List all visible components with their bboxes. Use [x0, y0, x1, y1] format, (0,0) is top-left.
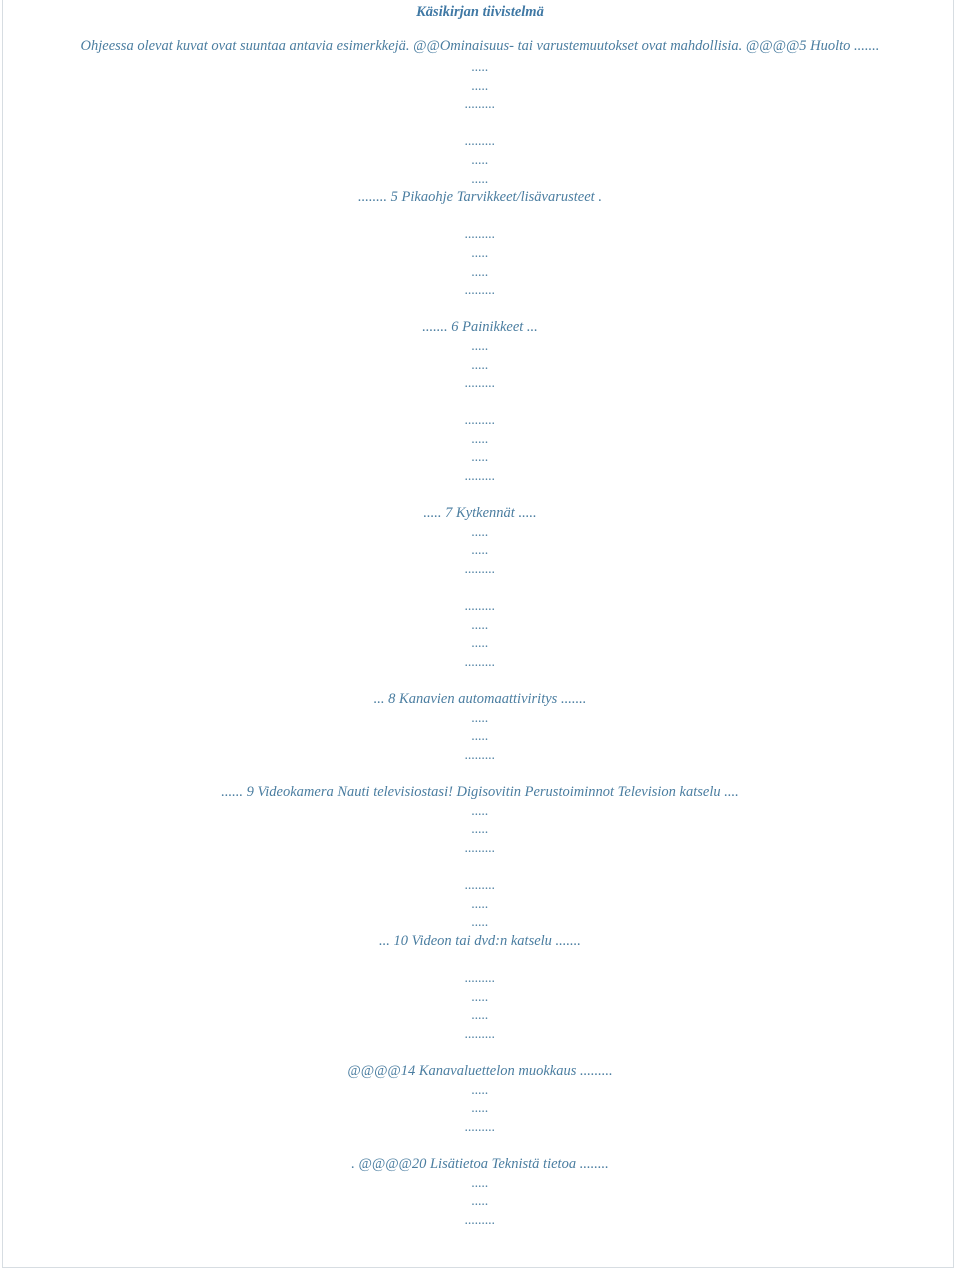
page-title: Käsikirjan tiivistelmä	[416, 4, 544, 20]
toc-leader-line	[0, 765, 960, 784]
toc-leader-line: .........	[464, 1025, 496, 1041]
toc-leader-line: .........	[464, 598, 496, 614]
toc-leader-line: .....	[471, 709, 489, 725]
toc-leader-line: .....	[471, 1007, 489, 1023]
toc-leader-line: .....	[471, 914, 489, 930]
toc-leader-line	[0, 1043, 960, 1062]
toc-leader-line: .........	[464, 746, 496, 762]
toc-leader-line: .....	[471, 356, 489, 372]
toc-leader-line: .....	[471, 821, 489, 837]
toc-leader-line: .....	[471, 263, 489, 279]
toc-leader-line: .........	[464, 839, 496, 855]
toc-entry: ... 8 Kanavien automaattiviritys .......	[373, 691, 587, 708]
toc-leader-line	[0, 858, 960, 877]
toc-leader-line: .........	[464, 133, 496, 149]
toc-leader-line: .....	[471, 988, 489, 1004]
toc-leader-line: .....	[471, 635, 489, 651]
toc-leader-line	[0, 486, 960, 505]
toc-leader-line	[0, 951, 960, 970]
toc-entry: ..... 7 Kytkennät .....	[423, 505, 537, 522]
toc-entry: ... 10 Videon tai dvd:n katselu .......	[379, 932, 581, 949]
toc-leader-line: .........	[464, 226, 496, 242]
toc-leader-line: .........	[464, 561, 496, 577]
toc-leader-line	[0, 393, 960, 412]
toc-leader-line: .....	[471, 151, 489, 167]
toc-leader-line: .........	[464, 877, 496, 893]
toc-leader-line: .....	[471, 337, 489, 353]
toc-leader-line: .........	[464, 96, 496, 112]
toc-leader-line: .........	[464, 1211, 496, 1227]
toc-leader-line	[0, 114, 960, 133]
toc-leader-line: .....	[471, 170, 489, 186]
toc-leader-line: .....	[471, 59, 489, 74]
toc-leader-line: .....	[471, 1100, 489, 1116]
toc-leader-line: .........	[464, 412, 496, 428]
toc-leader-line: .....	[471, 523, 489, 539]
toc-entry: ...... 9 Videokamera Nauti televisiostasi! Digisovitin Perustoiminnot Television katselu ....	[221, 784, 739, 801]
toc-leader-line	[0, 1136, 960, 1155]
toc-leader-line	[0, 579, 960, 598]
toc-leader-line: .........	[464, 375, 496, 391]
toc-entry: ........ 5 Pikaohje Tarvikkeet/lisävarusteet .	[358, 189, 602, 206]
table-of-contents	[0, 58, 960, 1229]
toc-leader-line: .....	[471, 1174, 489, 1190]
toc-leader-line: .....	[471, 728, 489, 744]
toc-leader-line: .........	[464, 282, 496, 298]
toc-leader-line: .....	[471, 1081, 489, 1097]
toc-leader-line: .....	[471, 616, 489, 632]
toc-leader-line	[0, 207, 960, 226]
toc-leader-line: .........	[464, 970, 496, 986]
toc-leader-line: .....	[471, 802, 489, 818]
toc-leader-line	[0, 300, 960, 319]
toc-leader-line: .....	[471, 449, 489, 465]
toc-leader-line: .....	[471, 244, 489, 260]
toc-leader-line	[0, 672, 960, 691]
toc-entry: . @@@@20 Lisätietoa Teknistä tietoa ........	[351, 1156, 609, 1173]
toc-leader-line: .....	[471, 895, 489, 911]
toc-leader-line: .....	[471, 1193, 489, 1209]
intro-paragraph: Ohjeessa olevat kuvat ovat suuntaa antavia esimerkkejä. @@Ominaisuus- tai varustemuutokset ovat mahdollisia. @@@@5 Huolto .......	[80, 38, 880, 54]
toc-leader-line: .....	[471, 430, 489, 446]
toc-leader-line: .....	[471, 542, 489, 558]
toc-leader-line: .........	[464, 1118, 496, 1134]
toc-leader-line: .........	[464, 468, 496, 484]
toc-leader-line: .....	[471, 77, 489, 93]
toc-entry: ....... 6 Painikkeet ...	[422, 319, 538, 336]
toc-leader-line: .........	[464, 654, 496, 669]
toc-entry: @@@@14 Kanavaluettelon muokkaus .........	[347, 1063, 613, 1080]
